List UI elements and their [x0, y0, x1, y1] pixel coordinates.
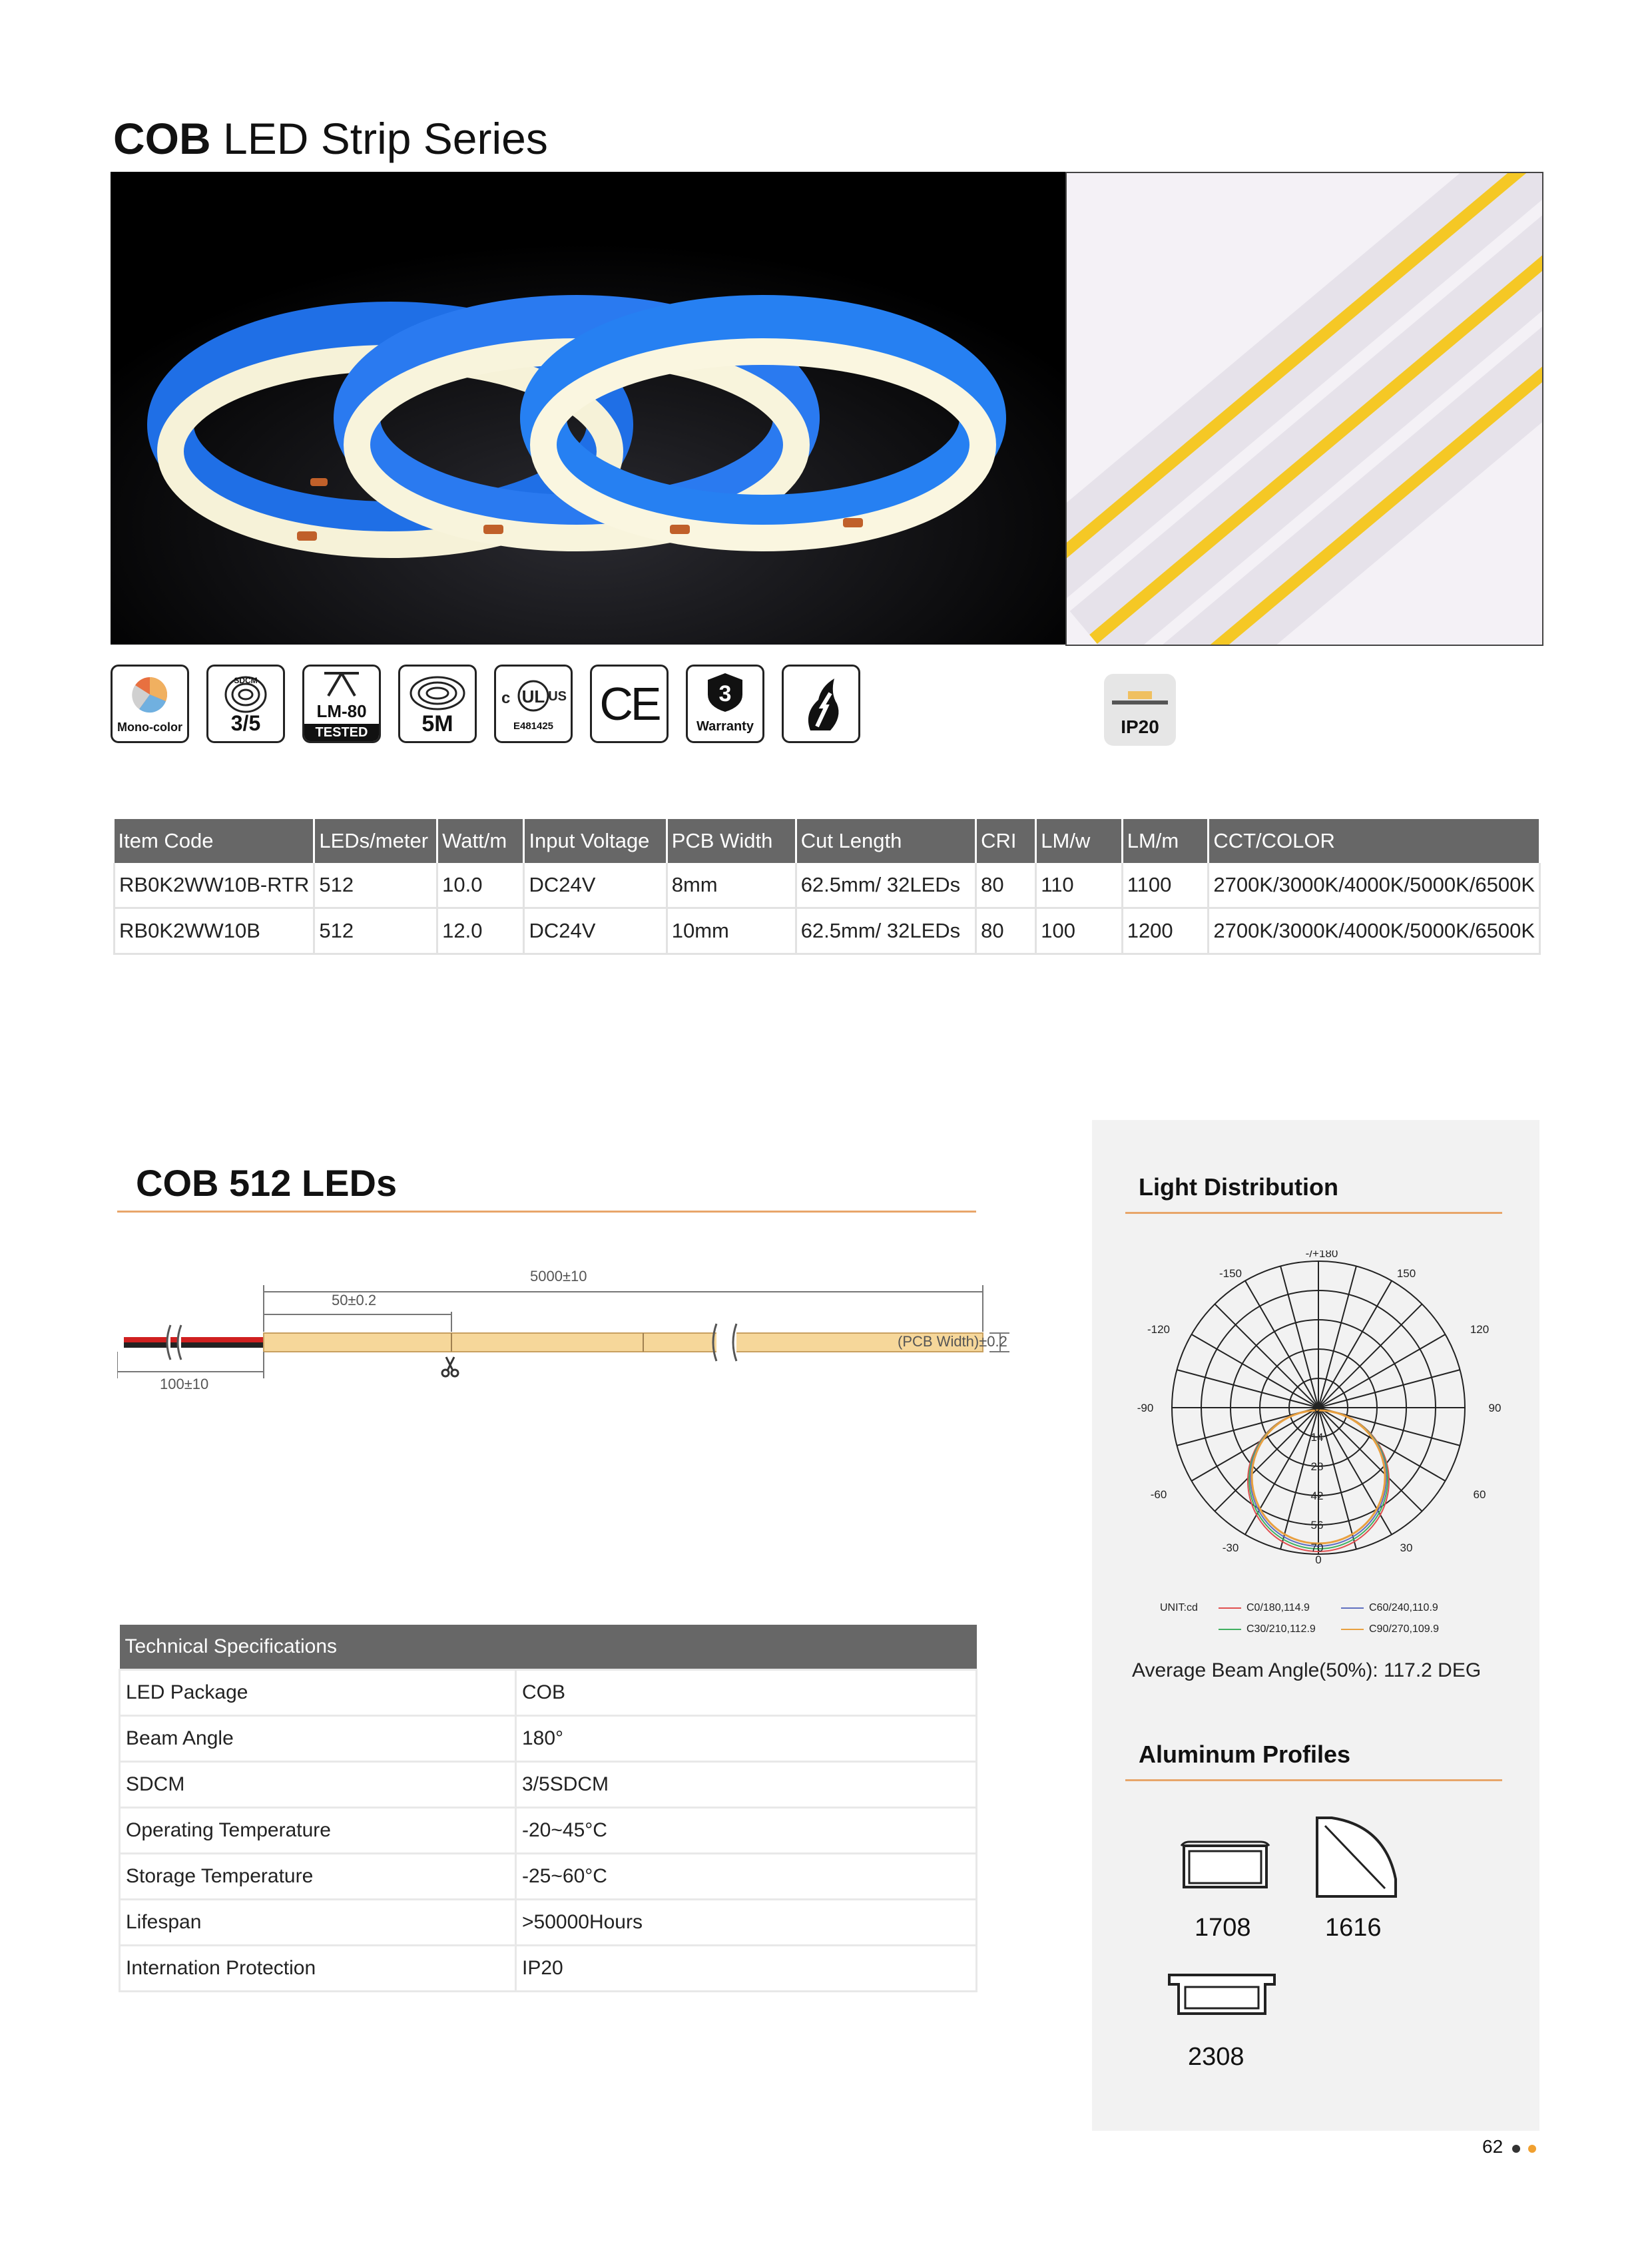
cell: 110 [1036, 863, 1122, 908]
cell: 62.5mm/ 32LEDs [796, 908, 975, 954]
table-row [115, 908, 1540, 954]
cell: DC24V [524, 863, 667, 908]
cell: 10mm [667, 908, 796, 954]
cell: 2700K/3000K/4000K/5000K/6500K [1209, 908, 1540, 954]
col-item-code: Item Code [115, 819, 314, 863]
lm80-icon: LM-80 TESTED [302, 665, 381, 743]
spec-key: Lifespan [120, 1900, 516, 1946]
legend-swatch [1341, 1607, 1364, 1609]
spec-value: >50000Hours [516, 1900, 977, 1946]
svg-text:14: 14 [1310, 1431, 1324, 1444]
table-row [120, 1854, 977, 1900]
spec-value: 3/5SDCM [516, 1762, 977, 1808]
spec-key: Storage Temperature [120, 1854, 516, 1900]
svg-text:60: 60 [1473, 1488, 1486, 1501]
product-table-header [115, 819, 1540, 863]
col-watt: Watt/m [437, 819, 524, 863]
tech-spec-table [119, 1625, 977, 1992]
warranty-icon: 3 Warranty [686, 665, 764, 743]
legend-swatch [1341, 1629, 1364, 1630]
svg-text:-120: -120 [1147, 1323, 1171, 1336]
col-leds-meter: LEDs/meter [314, 819, 437, 863]
dot-icon [1528, 2145, 1536, 2153]
profile-label: 2308 [1188, 2043, 1244, 2071]
cell: 10.0 [437, 863, 524, 908]
table-row [120, 1762, 977, 1808]
ip20-icon: IP20 [1104, 674, 1176, 746]
profile-label: 1616 [1325, 1914, 1382, 1942]
legend-item: C30/210,112.9 [1246, 1623, 1316, 1635]
spec-key: Operating Temperature [120, 1808, 516, 1854]
legend-swatch [1219, 1607, 1241, 1609]
svg-text:42: 42 [1310, 1490, 1324, 1502]
spec-value: -25~60°C [516, 1854, 977, 1900]
cell: 512 [314, 908, 437, 954]
svg-text:28: 28 [1310, 1460, 1324, 1473]
spec-key: SDCM [120, 1762, 516, 1808]
svg-text:3: 3 [718, 681, 732, 706]
ce-icon: CE [590, 665, 669, 743]
cell: 100 [1036, 908, 1122, 954]
aluminum-profiles-title: Aluminum Profiles [1139, 1741, 1351, 1768]
spec-value: -20~45°C [516, 1808, 977, 1854]
unit-label: UNIT:cd [1160, 1602, 1198, 1613]
svg-text:56: 56 [1310, 1519, 1324, 1532]
spec-key: Internation Protection [120, 1946, 516, 1992]
spec-key: Beam Angle [120, 1716, 516, 1762]
sdcm-icon: SDCM 3/5 [206, 665, 285, 743]
dim-wire-length: 100±10 [160, 1376, 209, 1392]
svg-text:70: 70 [1310, 1541, 1324, 1554]
table-row [120, 1670, 977, 1716]
dot-icon [1512, 2145, 1520, 2153]
ul-icon: UL c US E481425 [494, 665, 573, 743]
panel-divider [1125, 1212, 1502, 1214]
cell: 12.0 [437, 908, 524, 954]
col-cri: CRI [976, 819, 1036, 863]
cell: 62.5mm/ 32LEDs [796, 863, 975, 908]
dimension-drawing [117, 1265, 1036, 1398]
svg-text:30: 30 [1400, 1541, 1413, 1554]
svg-text:-150: -150 [1219, 1267, 1242, 1280]
profile-label: 1708 [1195, 1914, 1251, 1942]
table-row [120, 1716, 977, 1762]
col-voltage: Input Voltage [524, 819, 667, 863]
svg-text:UL: UL [521, 687, 545, 706]
svg-text:-/+180: -/+180 [1305, 1251, 1338, 1260]
section-divider [117, 1211, 976, 1213]
section-title: COB 512 LEDs [136, 1162, 398, 1204]
cell: 512 [314, 863, 437, 908]
svg-text:0: 0 [1314, 1402, 1320, 1414]
cell: RB0K2WW10B-RTR [115, 863, 314, 908]
hero-photo-blue-strip [111, 172, 1065, 645]
profile-1616-icon [1312, 1813, 1401, 1902]
side-panel [1092, 1120, 1539, 2131]
table-row [120, 1900, 977, 1946]
page-title: COB LED Strip Series [113, 114, 548, 163]
spec-value: 180° [516, 1716, 977, 1762]
svg-text:-90: -90 [1137, 1402, 1154, 1414]
table-row [115, 863, 1540, 908]
beam-angle-note: Average Beam Angle(50%): 117.2 DEG [1132, 1659, 1482, 1681]
light-distribution-title: Light Distribution [1139, 1173, 1338, 1201]
col-lmm: LM/m [1122, 819, 1209, 863]
table-row [120, 1808, 977, 1854]
dim-total-length: 5000±10 [530, 1268, 587, 1284]
svg-text:120: 120 [1470, 1323, 1490, 1336]
cell: 1200 [1122, 908, 1209, 954]
profile-1708-icon [1179, 1839, 1272, 1892]
flame-icon [782, 665, 860, 743]
legend-item: C0/180,114.9 [1246, 1602, 1310, 1613]
profile-2308-icon [1165, 1967, 1278, 2020]
polar-diagram [1132, 1251, 1505, 1563]
col-cut-length: Cut Length [796, 819, 975, 863]
spec-key: LED Package [120, 1670, 516, 1716]
col-lmw: LM/w [1036, 819, 1122, 863]
col-pcb-width: PCB Width [667, 819, 796, 863]
cell: 80 [976, 863, 1036, 908]
panel-divider [1125, 1779, 1502, 1781]
legend-item: C60/240,110.9 [1369, 1602, 1438, 1613]
svg-text:-30: -30 [1222, 1541, 1239, 1554]
col-cct: CCT/COLOR [1209, 819, 1540, 863]
dim-cut-unit: 50±0.2 [332, 1292, 377, 1308]
cell: DC24V [524, 908, 667, 954]
product-table [113, 819, 1541, 955]
spec-value: COB [516, 1670, 977, 1716]
page-number: 62 [1482, 2136, 1536, 2157]
spec-value: IP20 [516, 1946, 977, 1992]
tech-spec-header: Technical Specifications [120, 1625, 977, 1670]
dim-width-note: (PCB Width)±0.2 [898, 1333, 1007, 1350]
mono-color-icon: Mono-color [111, 665, 189, 743]
svg-text:0: 0 [1315, 1553, 1322, 1563]
reel-icon: 5M [398, 665, 477, 743]
cell: 1100 [1122, 863, 1209, 908]
svg-text:150: 150 [1396, 1267, 1416, 1280]
cell: 80 [976, 908, 1036, 954]
legend-swatch [1219, 1629, 1241, 1630]
cell: RB0K2WW10B [115, 908, 314, 954]
cell: 2700K/3000K/4000K/5000K/6500K [1209, 863, 1540, 908]
svg-text:90: 90 [1488, 1402, 1502, 1414]
cell: 8mm [667, 863, 796, 908]
legend-item: C90/270,109.9 [1369, 1623, 1439, 1635]
table-row [120, 1946, 977, 1992]
svg-text:-60: -60 [1150, 1488, 1167, 1501]
hero-photo-yellow-strips [1065, 172, 1543, 646]
